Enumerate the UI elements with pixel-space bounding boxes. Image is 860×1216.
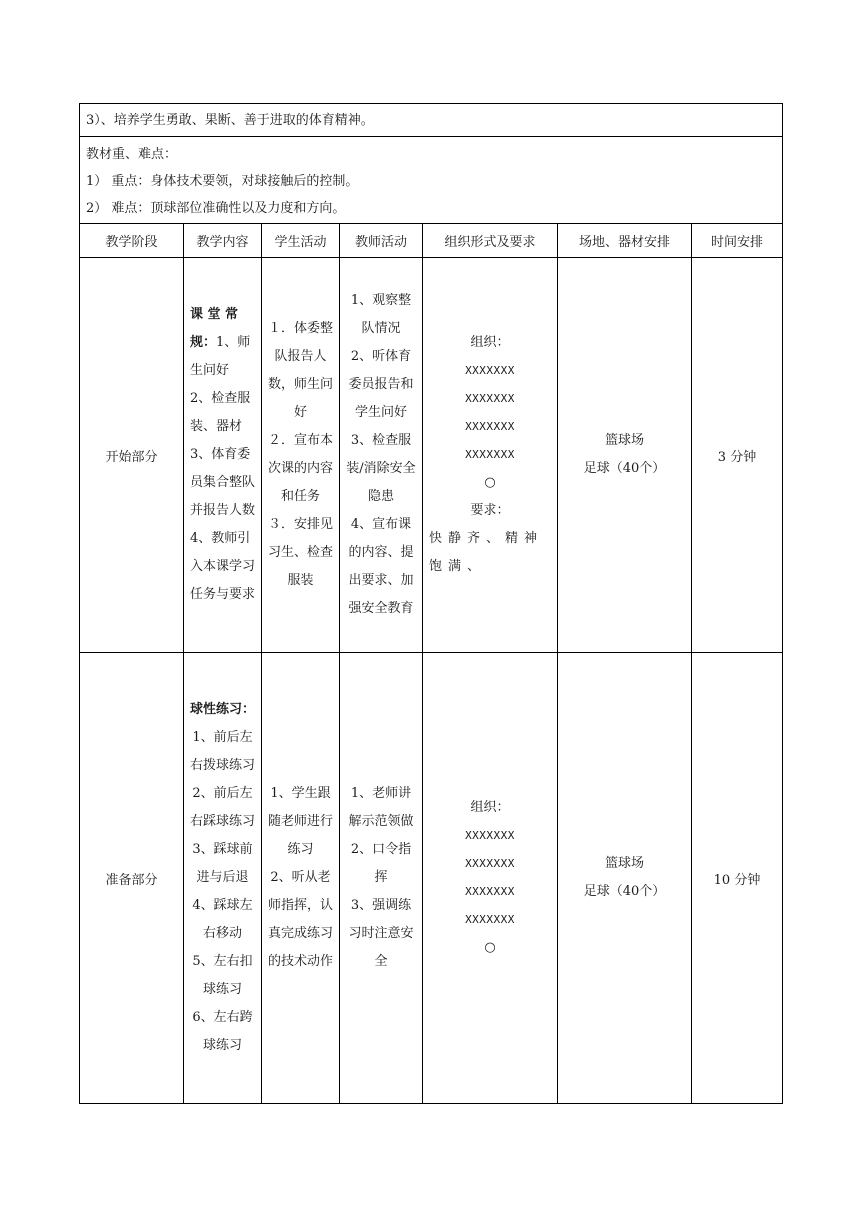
organization-cell [423,653,558,1104]
student-line: ２．宣布本次课的内容和任务 [268,433,334,504]
content-cell [184,258,262,653]
content-title: 课 堂 常 规： [190,307,239,350]
content-title: 球性练习： [190,702,256,717]
org-title: 组织： [470,335,510,350]
venue-cell [558,653,692,1104]
formation-line: XXXXXXX [465,420,515,433]
student-line: １．体委整队报告人数，师生问好 [268,321,334,420]
formation-line: XXXXXXX [465,857,515,870]
formation-line: XXXXXXX [465,885,515,898]
lesson-plan-page [79,103,782,1104]
content-cell [184,653,262,1104]
venue-name: 篮球场 [604,433,644,448]
content-line: 2、检查服装、器材 [190,391,251,434]
key-point: 1） 重点：身体技术要领，对球接触后的控制。 [86,173,359,189]
header-organization: 组织形式及要求 [423,224,558,258]
header-time: 时间安排 [692,224,783,258]
teacher-line: 1、老师讲解示范领做 [348,786,414,829]
header-teacher: 教师活动 [340,224,423,258]
teacher-cell [340,258,423,653]
goal-row [80,104,783,137]
formation-line: XXXXXXX [465,364,515,377]
student-line: ３．安排见习生、检查服装 [268,517,334,588]
teacher-line: 3、检查服装/消除安全隐患 [346,433,416,504]
formation-line: XXXXXXX [465,392,515,405]
teacher-line: 3、强调练习时注意安全 [348,898,414,969]
formation-line: XXXXXXX [465,448,515,461]
venue-name: 篮球场 [604,856,644,871]
formation-line: XXXXXXX [465,913,515,926]
teacher-line: 2、口令指挥 [350,842,412,885]
venue-cell [558,258,692,653]
stage-cell: 准备部分 [80,653,184,1104]
time-cell: 10 分钟 [692,653,783,1104]
content-line: 6、左右跨球练习 [192,1010,253,1053]
teacher-line: 1、观察整队情况 [350,293,412,336]
content-line: 4、踩球左右移动 [192,898,253,941]
teacher-position-mark: ○ [484,940,496,955]
difficult-point: 2） 难点：顶球部位准确性以及力度和方向。 [86,200,346,216]
student-line: 2、听从老师指挥，认真完成练习的技术动作 [268,870,334,969]
time-cell: 3 分钟 [692,258,783,653]
table-header-row [80,224,783,258]
formation-line: XXXXXXX [465,829,515,842]
stage-cell: 开始部分 [80,258,184,653]
header-venue: 场地、器材安排 [558,224,692,258]
student-cell [262,258,340,653]
content-line: 2、前后左右踩球练习 [190,786,256,829]
equipment-name: 足球（40个） [583,884,666,899]
table-row [80,258,783,653]
header-student: 学生活动 [262,224,340,258]
content-line: 5、左右扣球练习 [192,954,253,997]
content-line: 4、教师引入本课学习任务与要求 [190,531,256,602]
organization-cell [423,258,558,653]
difficulty-title: 教材重、难点： [86,146,178,162]
teacher-cell [340,653,423,1104]
content-line: 3、踩球前进与后退 [192,842,253,885]
content-line: 1、前后左右拨球练习 [190,730,256,773]
teacher-line: 2、听体育委员报告和学生问好 [348,349,414,420]
content-line: 1、师生问好 [190,335,251,378]
equipment-name: 足球（40个） [583,461,666,476]
requirement-text: 快静齐、精神饱满、 [429,531,544,574]
teacher-line: 4、宣布课的内容、提出要求、加强安全教育 [348,517,414,616]
difficulty-row [80,137,783,224]
header-stage: 教学阶段 [80,224,184,258]
goal-line-3: 3）、培养学生勇敢、果断、善于进取的体育精神。 [86,112,374,128]
content-line: 3、体育委员集合整队并报告人数 [190,447,256,518]
org-title: 组织： [470,800,510,815]
header-content: 教学内容 [184,224,262,258]
table-row [80,653,783,1104]
lesson-plan-table [79,103,783,1104]
requirement-title: 要求： [470,503,510,518]
student-cell [262,653,340,1104]
teacher-position-mark: ○ [484,475,496,490]
student-line: 1、学生跟随老师进行练习 [268,786,334,857]
